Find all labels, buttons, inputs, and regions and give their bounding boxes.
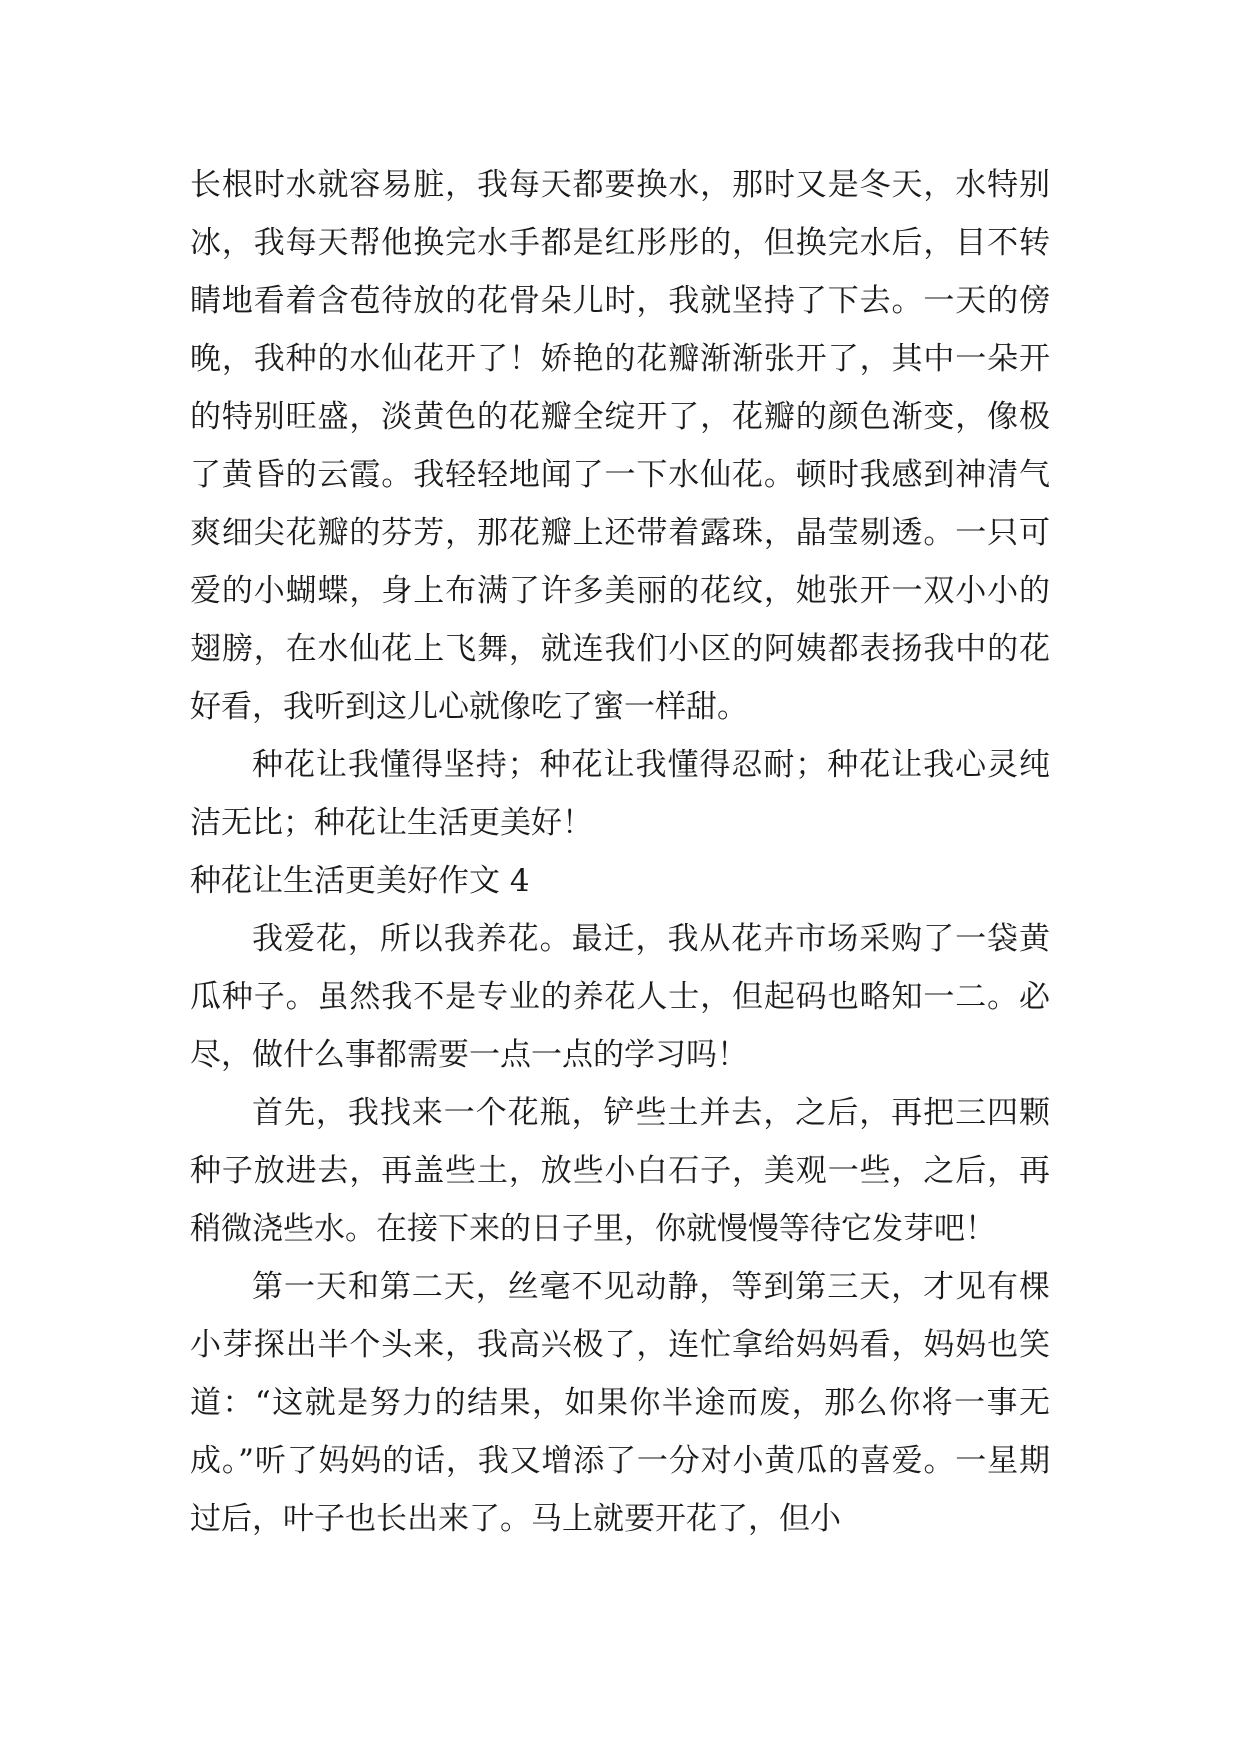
document-body: [190, 156, 1050, 1548]
paragraph-2: 首先，我找来一个花瓶，铲些土并去，之后，再把三四颗种子放进去，再盖些土，放些小白石子，美观一些，之后，再稍微浇些水。在接下来的日子里，你就慢慢等待它发芽吧！: [190, 1095, 1050, 1247]
paragraph-conclusion: 种花让我懂得坚持；种花让我懂得忍耐；种花让我心灵纯洁无比；种花让生活更美好！: [190, 747, 1050, 841]
paragraph-3: 第一天和第二天，丝毫不见动静，等到第三天，才见有棵小芽探出半个头来，我高兴极了，连忙拿给妈妈看，妈妈也笑道：“这就是努力的结果，如果你半途而废，那么你将一事无成。”听了妈妈的话，我又增添了一分对小黄瓜的喜爱。一星期过后，叶子也长出来了。马上就要开花了，但小: [190, 1269, 1050, 1537]
paragraph-continued: 长根时水就容易脏，我每天都要换水，那时又是冬天，水特别冰，我每天帮他换完水手都是红彤彤的，但换完水后，目不转睛地看着含苞待放的花骨朵儿时，我就坚持了下去。一天的傍晚，我种的水仙花开了！娇艳的花瓣渐渐张开了，其中一朵开的特别旺盛，淡黄色的花瓣全绽开了，花瓣的颜色渐变，像极了黄昏的云霞。我轻轻地闻了一下水仙花。顿时我感到神清气爽细尖花瓣的芬芳，那花瓣上还带着露珠，晶莹剔透。一只可爱的小蝴蝶，身上布满了许多美丽的花纹，她张开一双小小的翅膀，在水仙花上飞舞，就连我们小区的阿姨都表扬我中的花好看，我听到这儿心就像吃了蜜一样甜。: [190, 167, 1050, 725]
section-title: 种花让生活更美好作文 4: [190, 863, 530, 899]
paragraph-1: 我爱花，所以我养花。最迁，我从花卉市场采购了一袋黄瓜种子。虽然我不是专业的养花人士，但起码也略知一二。必尽，做什么事都需要一点一点的学习吗！: [190, 921, 1050, 1073]
